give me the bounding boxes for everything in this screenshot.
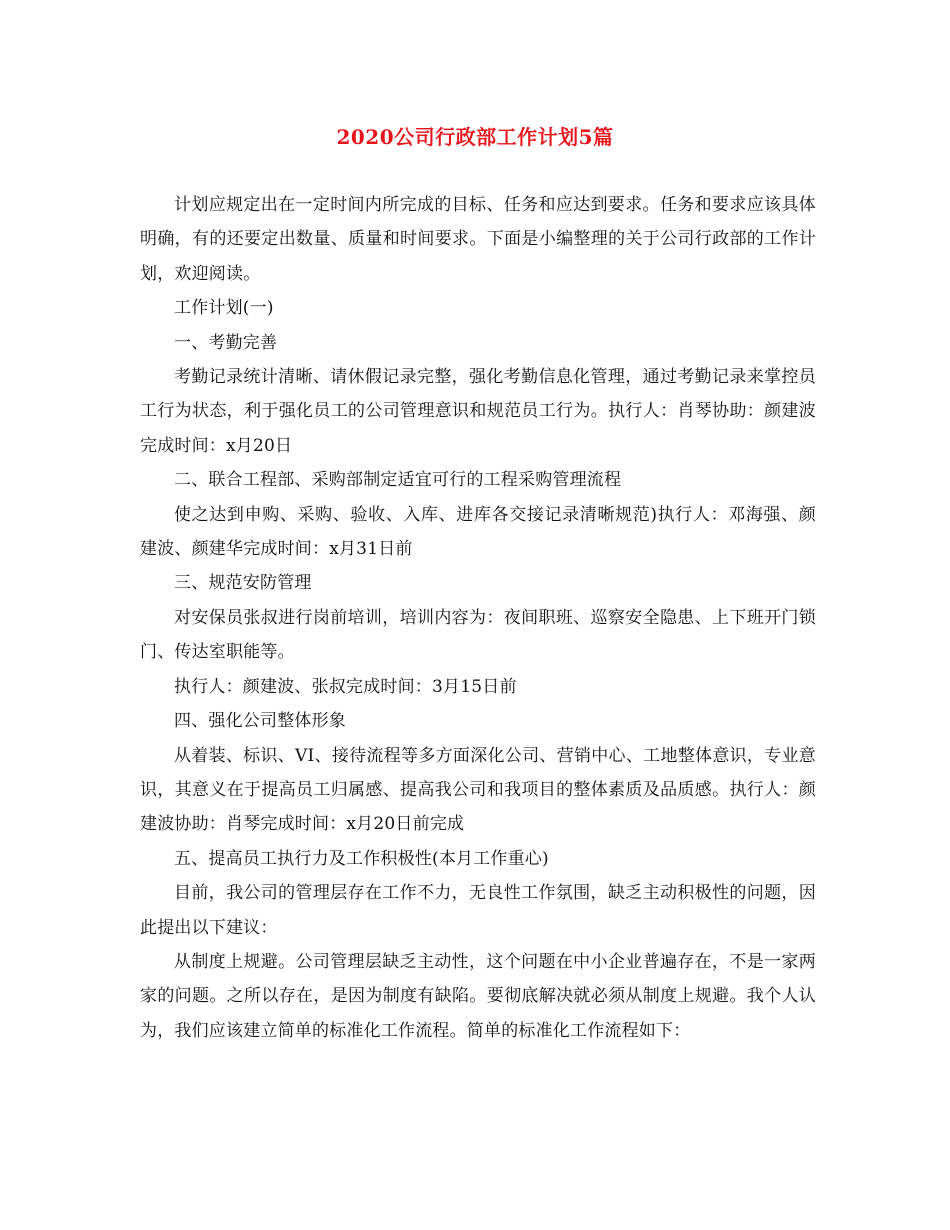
paragraph-image: 从着装、标识、VI、接待流程等多方面深化公司、营销中心、工地整体意识，专业意识，其意义在于提高员工归属感、提高我公司和我项目的整体素质及品质感。执行人：颜建波协助：肖琴完成时间：x月20日前完成 xyxy=(140,745,816,835)
document-body xyxy=(140,188,816,1048)
paragraph-intro: 计划应规定出在一定时间内所完成的目标、任务和应达到要求。任务和要求应该具体明确，有的还要定出数量、质量和时间要求。下面是小编整理的关于公司行政部的工作计划，欢迎阅读。 xyxy=(140,195,816,284)
section-heading-execution: 五、提高员工执行力及工作积极性(本月工作重心) xyxy=(174,848,549,869)
paragraph-execution: 目前，我公司的管理层存在工作不力，无良性工作氛围，缺乏主动积极性的问题，因此提出以下建议： xyxy=(140,883,816,938)
paragraph-attendance: 考勤记录统计清晰、请休假记录完整，强化考勤信息化管理，通过考勤记录来掌控员工行为状态，利于强化员工的公司管理意识和规范员工行为。执行人：肖琴协助：颜建波完成时间：x月20日 xyxy=(140,367,816,456)
paragraph-procurement: 使之达到申购、采购、验收、入库、进库各交接记录清晰规范)执行人：邓海强、颜建波、颜建华完成时间：x月31日前 xyxy=(140,504,816,560)
document-title: 2020公司行政部工作计划5篇 xyxy=(336,125,614,149)
paragraph-plan-heading: 工作计划(一) xyxy=(174,298,274,319)
section-heading-attendance: 一、考勤完善 xyxy=(174,332,278,353)
section-heading-procurement: 二、联合工程部、采购部制定适宜可行的工程采购管理流程 xyxy=(174,470,622,491)
section-heading-security: 三、规范安防管理 xyxy=(174,573,312,594)
section-heading-image: 四、强化公司整体形象 xyxy=(174,711,346,732)
paragraph-security: 对安保员张叔进行岗前培训，培训内容为：夜间职班、巡察安全隐患、上下班开门锁门、传达室职能等。 xyxy=(140,607,816,663)
paragraph-security-owner: 执行人：颜建波、张叔完成时间：3月15日前 xyxy=(174,676,517,697)
paragraph-system: 从制度上规避。公司管理层缺乏主动性，这个问题在中小企业普遍存在，不是一家两家的问题。之所以存在，是因为制度有缺陷。要彻底解决就必须从制度上规避。我个人认为，我们应该建立简单的标准化工作流程。简单的标准化工作流程如下： xyxy=(140,951,816,1041)
